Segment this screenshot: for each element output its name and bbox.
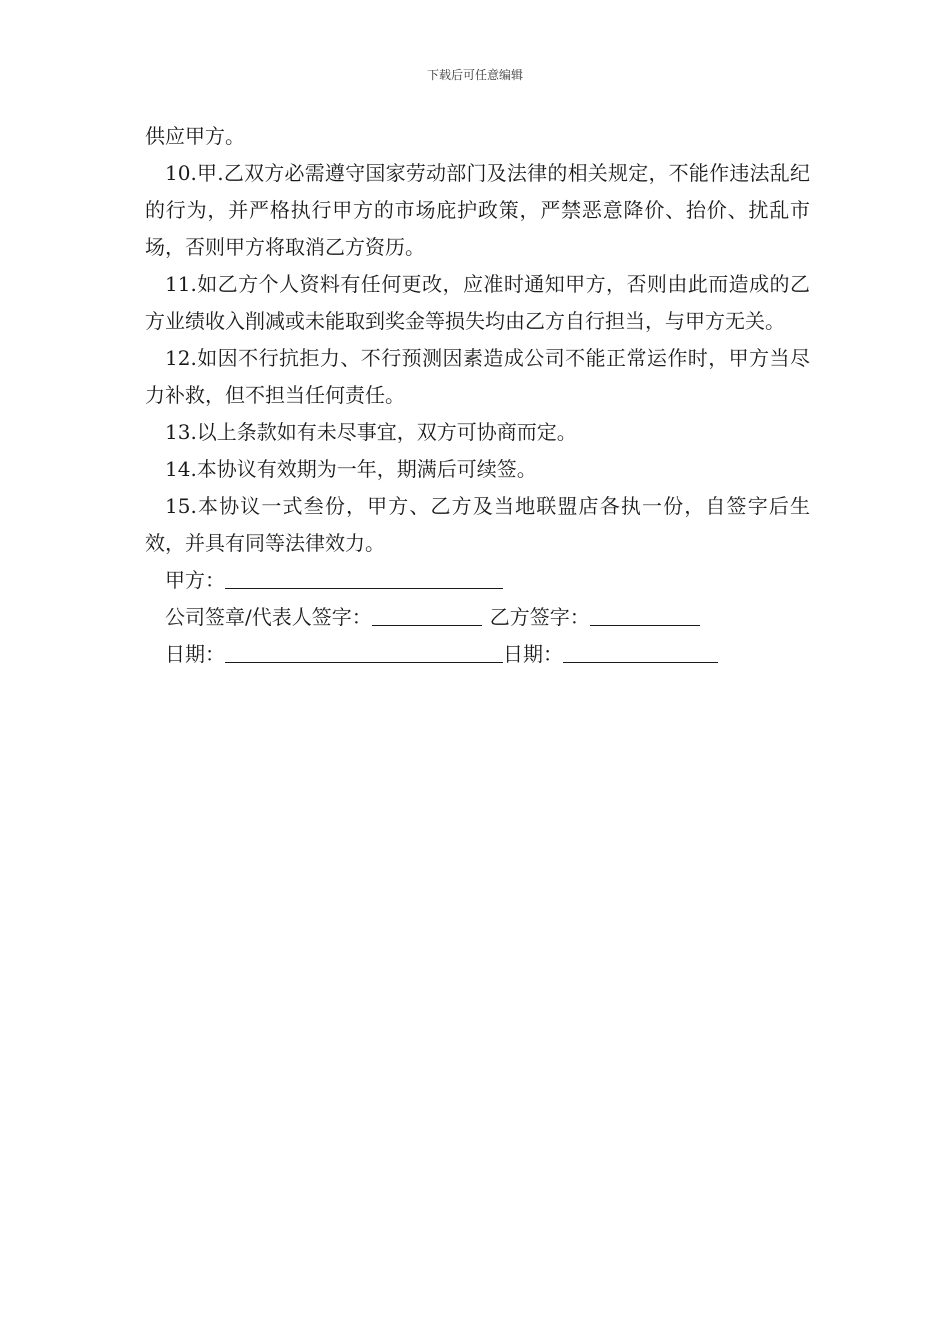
page-header: 下载后可任意编辑 <box>426 68 523 82</box>
party-a-label: 甲方： <box>165 568 225 592</box>
party-b-sign-label: 乙方签字： <box>489 605 590 629</box>
date-line <box>145 636 810 673</box>
paragraph-continuation: 供应甲方。 <box>145 124 245 148</box>
clause-11: 11.如乙方个人资料有任何更改，应准时通知甲方，否则由此而造成的乙方业绩收入削减或未能取到奖金等损失均由乙方自行担当，与甲方无关。 <box>145 272 810 333</box>
date-blank-a[interactable] <box>225 640 503 663</box>
signature-line <box>145 599 810 636</box>
clause-12: 12.如因不行抗拒力、不行预测因素造成公司不能正常运作时，甲方当尽力补救，但不担当任何责任。 <box>145 346 810 407</box>
date-label-b: 日期： <box>503 642 563 666</box>
clause-13: 13.以上条款如有未尽事宜，双方可协商而定。 <box>165 420 577 444</box>
clause-14: 14.本协议有效期为一年，期满后可续签。 <box>165 457 537 481</box>
date-label-a: 日期： <box>165 642 225 666</box>
party-b-sign-blank[interactable] <box>590 603 700 626</box>
company-seal-blank[interactable] <box>372 603 482 626</box>
clause-15: 15.本协议一式叁份，甲方、乙方及当地联盟店各执一份，自签字后生效，并具有同等法律效力。 <box>145 494 810 555</box>
document-body <box>145 118 810 673</box>
clause-10: 10.甲.乙双方必需遵守国家劳动部门及法律的相关规定，不能作违法乱纪的行为，并严格执行甲方的市场庇护政策，严禁恶意降价、抬价、扰乱市场，否则甲方将取消乙方资历。 <box>145 161 810 259</box>
date-blank-b[interactable] <box>563 640 718 663</box>
party-a-blank[interactable] <box>225 566 503 589</box>
company-seal-label: 公司签章/代表人签字： <box>165 605 372 629</box>
party-a-line <box>145 562 810 599</box>
